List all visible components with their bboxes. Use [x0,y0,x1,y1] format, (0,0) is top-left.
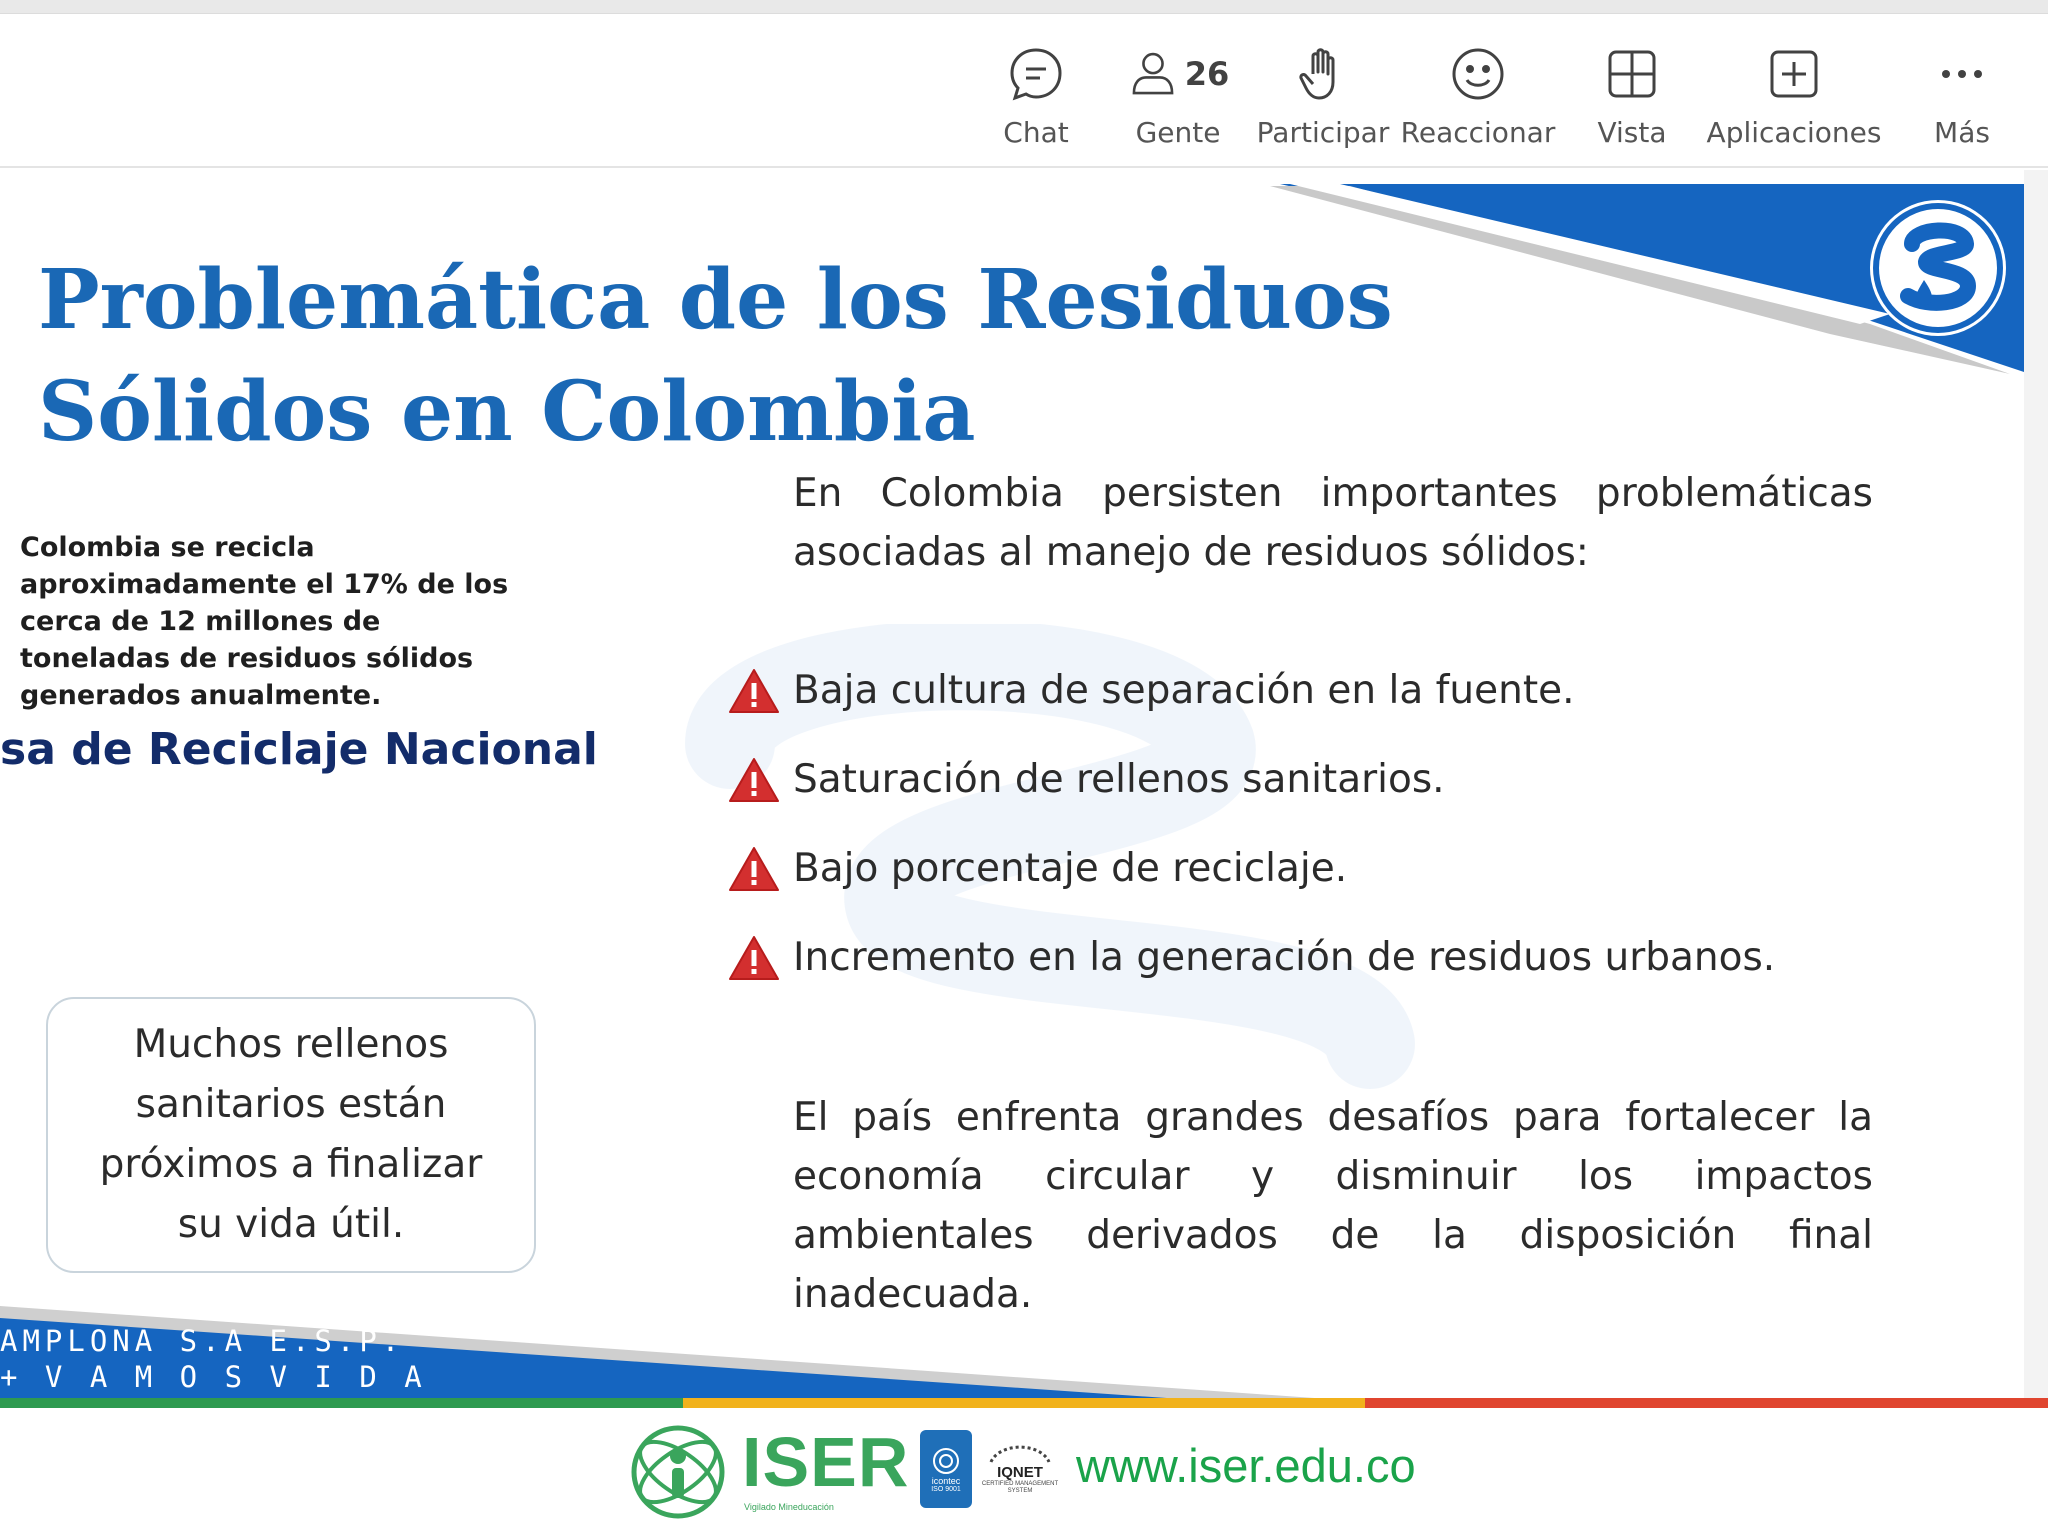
iqnet-ring-icon [985,1442,1055,1464]
meeting-toolbar [0,14,2048,168]
add-app-icon [1764,44,1824,104]
institution-url[interactable]: www.iser.edu.co [1076,1439,1416,1492]
iser-name: ISER [742,1423,910,1501]
warning-icon [728,668,780,714]
icontec-cert: ISO 9001 [931,1485,961,1493]
bullet-text: Baja cultura de separación en la fuente. [793,668,1575,713]
slide-title-line1: Problemática de los Residuos [38,252,1393,348]
chat-button[interactable] [1000,44,1072,164]
band-green [0,1398,683,1408]
callout-line: Muchos rellenos [133,1022,449,1067]
chat-icon [1006,44,1066,104]
side-text-line: Colombia se recicla [20,532,315,563]
iser-subtitle: Vigilado Mineducación [744,1502,834,1512]
callout-line: próximos a finalizar [99,1142,483,1187]
raise-hand-label: Participar [1256,116,1390,149]
smiley-icon [1448,44,1508,104]
bullet-item [728,824,1928,913]
warning-icon [728,935,780,981]
bullet-text: Saturación de rellenos sanitarios. [793,757,1445,802]
band-yellow [683,1398,1366,1408]
landfill-callout-box [46,997,536,1273]
more-label: Más [1934,116,1990,149]
more-icon [1932,44,1992,104]
chat-label: Chat [1003,116,1069,149]
bullet-item [728,913,1928,1002]
bullet-text: Bajo porcentaje de reciclaje. [793,846,1348,891]
view-button[interactable] [1594,44,1670,164]
people-icon-row [1127,44,1230,104]
apps-label: Aplicaciones [1706,116,1882,149]
intro-paragraph: En Colombia persisten importantes problemáticas asociadas al manejo de residuos sólidos: [793,471,1873,575]
callout-line: su vida útil. [177,1202,405,1247]
conclusion-paragraph: El país enfrenta grandes desafíos para fortalecer la economía circular y disminuir los impactos ambientales derivados de la disposición final inadecuada. [793,1095,1873,1317]
bullet-item [728,646,1928,735]
institution-branding-bar [0,1408,2048,1536]
shared-slide [0,184,2024,1400]
slide-right-margin [2024,170,2048,1410]
iqnet-cert: CERTIFIED MANAGEMENT SYSTEM [981,1480,1059,1494]
side-recycling-text [20,529,520,714]
view-label: Vista [1597,116,1667,149]
window-top-strip [0,0,2048,14]
problem-bullet-list [728,646,1928,1002]
side-recycling-title: sa de Reciclaje Nacional [0,724,598,775]
slide-footer-company [0,1324,427,1394]
side-text-line: aproximadamente el 17% de los [20,569,509,600]
warning-icon [728,757,780,803]
icontec-name: icontec [931,1475,961,1486]
react-label: Reaccionar [1400,116,1556,149]
callout-line: sanitarios están [135,1082,447,1127]
warning-icon [728,846,780,892]
apps-button[interactable] [1706,44,1882,164]
iqnet-name: IQNET [997,1463,1043,1481]
bullet-text: Incremento en la generación de residuos urbanos. [793,935,1776,980]
side-text-line: cerca de 12 millones de [20,606,381,637]
slide-title-line2: Sólidos en Colombia [38,364,976,460]
side-text-line: toneladas de residuos sólidos [20,643,474,674]
band-red [1365,1398,2048,1408]
iqnet-badge [980,1428,1060,1508]
people-button[interactable] [1128,44,1228,164]
raise-hand-icon [1293,44,1353,104]
people-label: Gente [1135,116,1221,149]
icontec-badge [920,1430,972,1508]
people-count: 26 [1184,55,1230,93]
bullet-item [728,735,1928,824]
footer-line-2: + V A M O S V I D A [0,1360,427,1394]
iser-emblem-icon [622,1422,734,1522]
side-text-line: generados anualmente. [20,680,382,711]
company-logo-icon [1868,198,2008,338]
raise-hand-button[interactable] [1256,44,1390,164]
slide-title [38,244,1393,468]
icontec-icon [931,1446,961,1476]
grid-view-icon [1602,44,1662,104]
landfill-callout-text [100,1015,483,1255]
more-button[interactable] [1930,44,1994,164]
people-icon [1127,44,1179,104]
institution-color-band [0,1398,2048,1408]
footer-line-1: AMPLONA S.A E.S.P. [0,1324,405,1358]
react-button[interactable] [1400,44,1556,164]
